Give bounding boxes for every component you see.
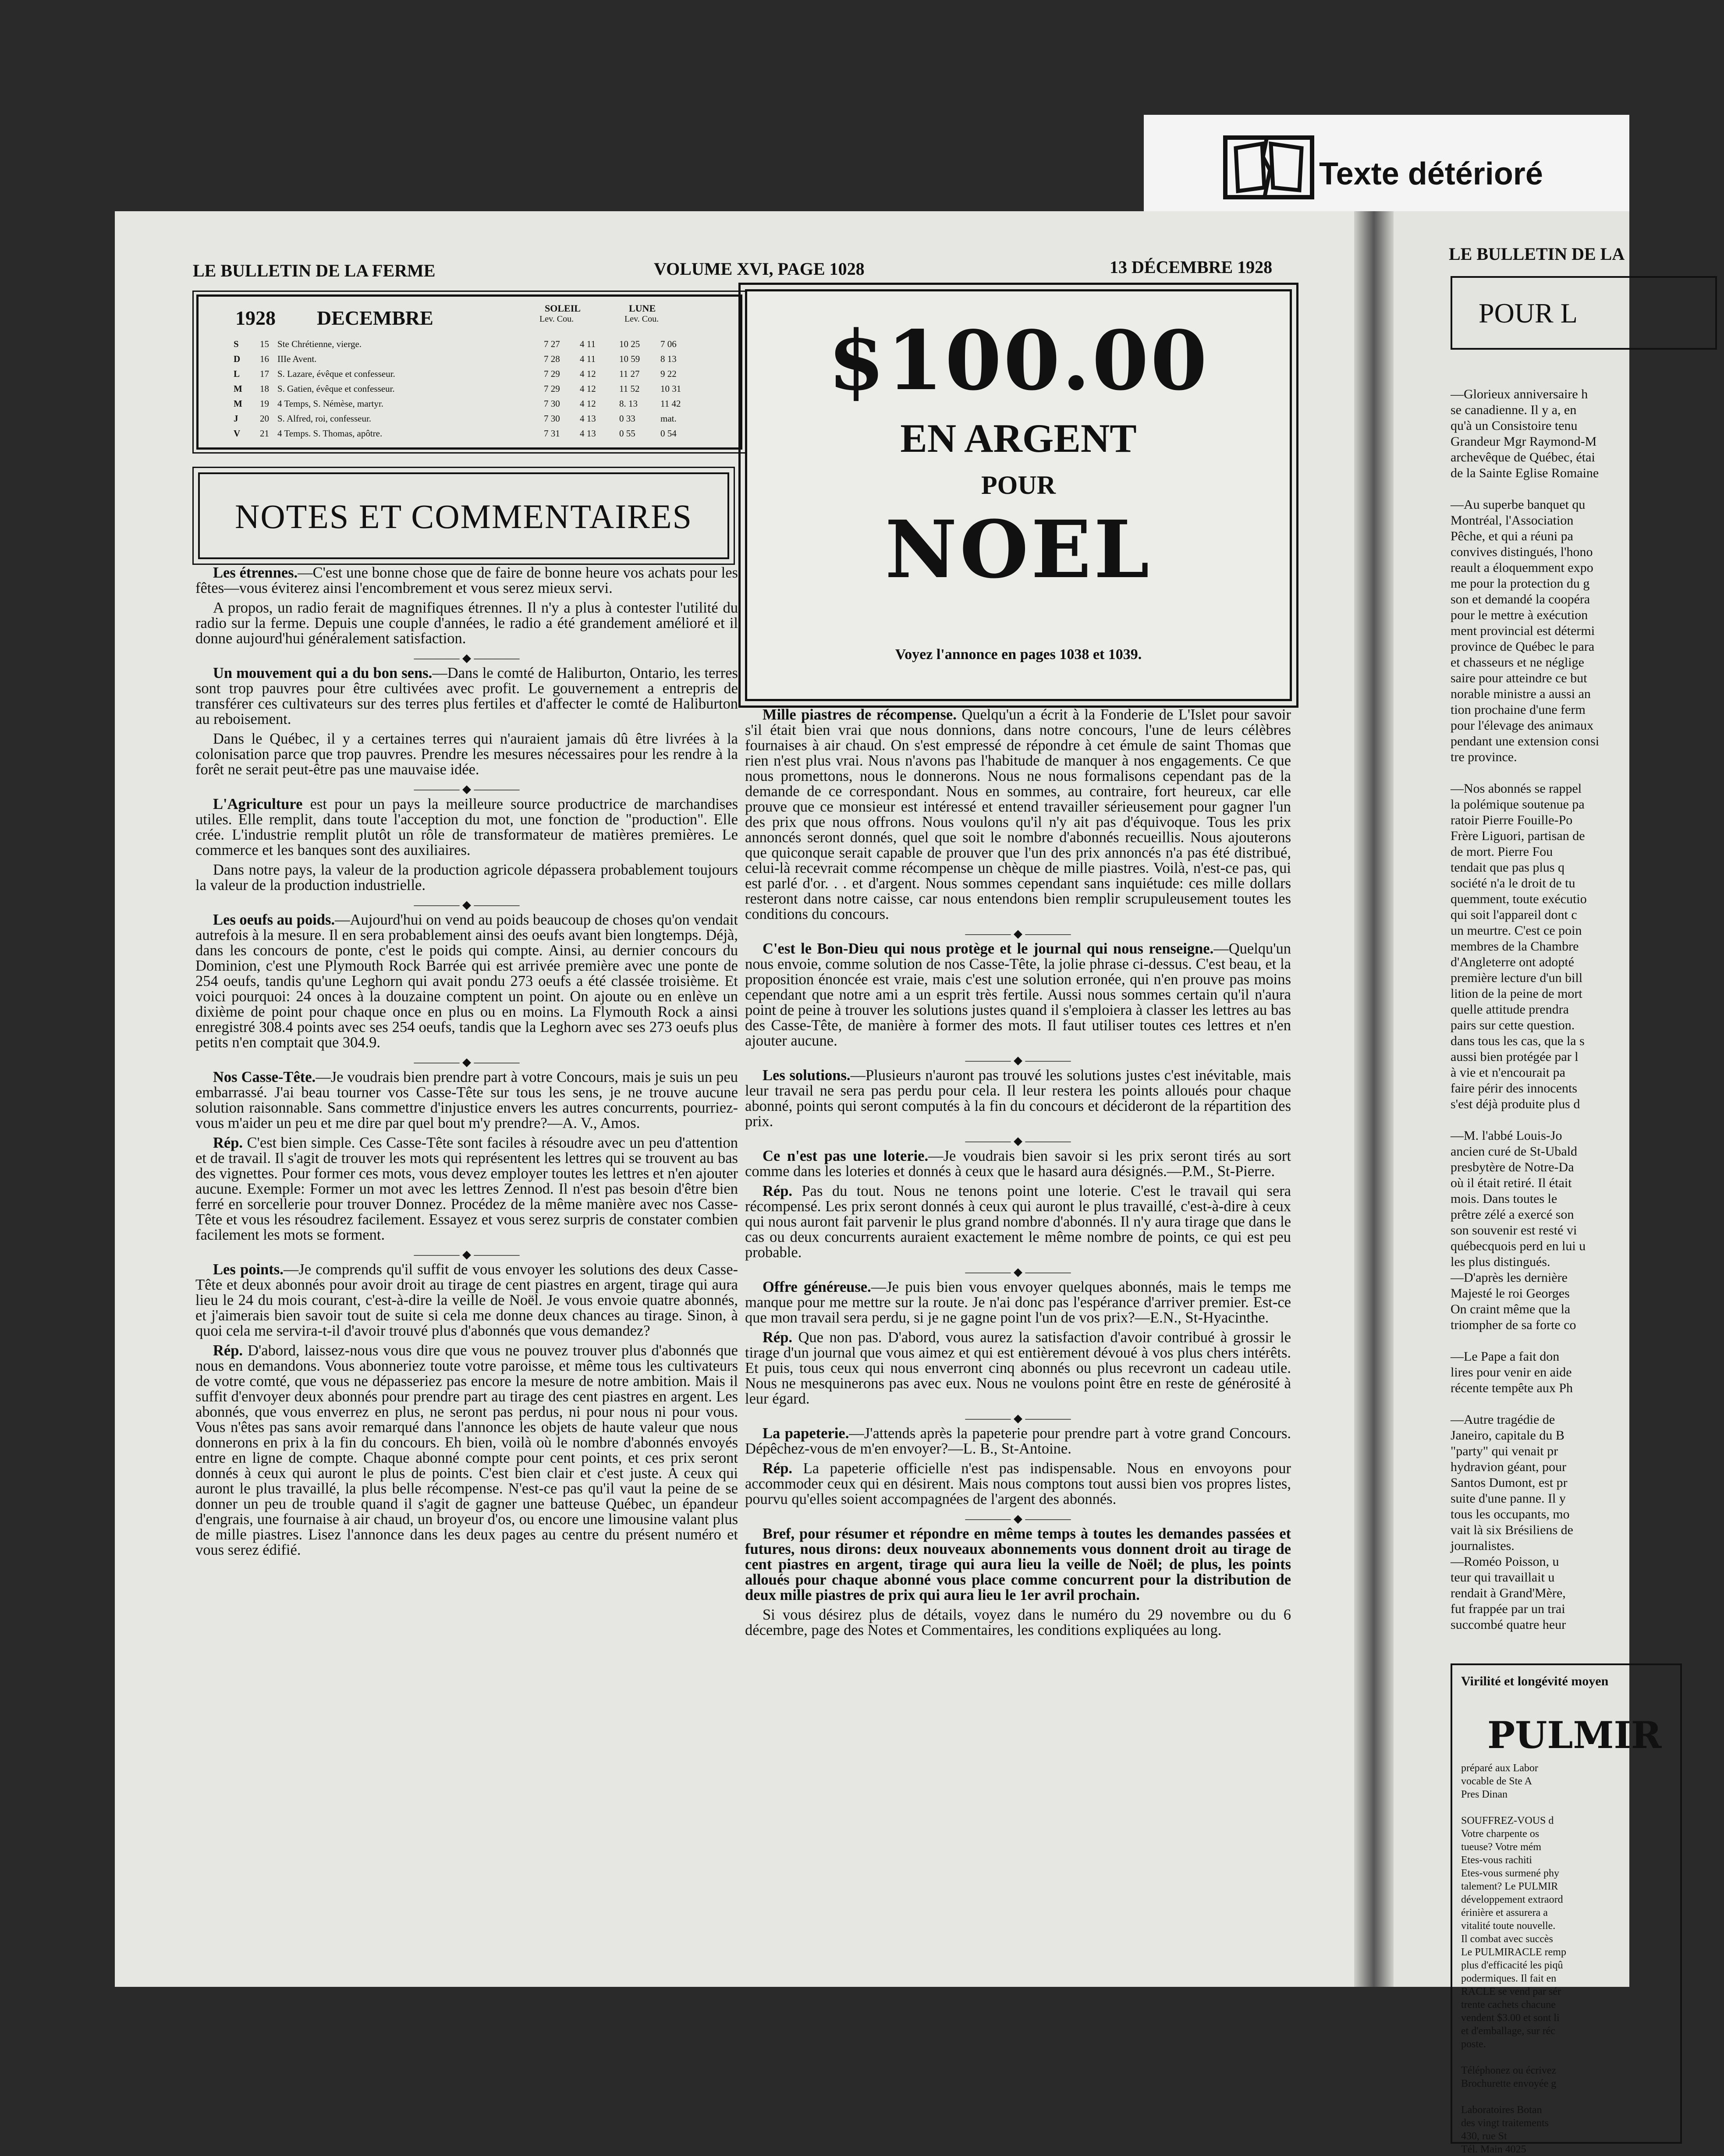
next-page-line: un meurtre. C'est ce poin [1451, 923, 1582, 938]
ad-footer: Voyez l'annonce en pages 1038 et 1039. [895, 646, 1142, 663]
calendar-cell-saint: S. Gatien, évêque et confesseur. [277, 383, 395, 394]
calendar-cell-saint: 4 Temps, S. Némèse, martyr. [277, 398, 383, 409]
pulmiracle-ad-line: Le PULMIRACLE remp [1461, 1947, 1566, 1958]
pulmiracle-ad-line: SOUFFREZ-VOUS d [1461, 1815, 1554, 1826]
ornament-divider: ———— ◆ ———— [965, 1054, 1071, 1067]
next-page-line: journalistes. [1451, 1539, 1515, 1553]
article-body: Dans notre pays, la valeur de la production agricole dépassera probablement toujours la valeur de la production industrielle. [195, 862, 738, 894]
article-paragraph [745, 941, 1291, 1049]
calendar-cell-lr: 8. 13 [619, 398, 638, 409]
calendar-row [234, 413, 729, 428]
next-page-line: les plus distingués. [1451, 1255, 1550, 1269]
article-heading: Rép. [213, 1342, 243, 1359]
next-page-line: presbytère de Notre-Da [1451, 1160, 1574, 1174]
calendar-row [234, 339, 729, 354]
next-page-line: prêtre zélé a exercé son [1451, 1207, 1574, 1222]
next-page-column [1451, 387, 1678, 1633]
ad-line-pour: POUR [981, 471, 1056, 500]
article-heading: Rép. [763, 1183, 793, 1199]
calendar-row [234, 428, 729, 443]
next-page-line: Montréal, l'Association [1451, 513, 1574, 528]
article-paragraph [745, 1526, 1291, 1603]
next-page-line: dans tous les cas, que la s [1451, 1034, 1585, 1048]
article-heading: Rép. [213, 1135, 243, 1151]
calendar-cell-sr: 7 30 [544, 413, 560, 424]
next-page-line: —Roméo Poisson, u [1451, 1554, 1559, 1569]
pulmiracle-ad-line: et d'emballage, sur réc [1461, 2025, 1555, 2037]
pulmiracle-ad-line: Etes-vous surmené phy [1461, 1868, 1559, 1879]
next-page-line: s'est déjà produite plus d [1451, 1097, 1580, 1111]
next-page-line: —Au superbe banquet qu [1451, 497, 1586, 512]
calendar-cell-sc: 4 12 [580, 398, 596, 409]
article-heading: C'est le Bon-Dieu qui nous protège et le journal qui nous renseigne. [763, 940, 1214, 957]
article-paragraph [745, 1607, 1291, 1638]
calendar-cell-day: S [234, 339, 239, 349]
next-page-line: succombé quatre heur [1451, 1617, 1566, 1632]
next-page-line: de la Sainte Eglise Romaine [1451, 466, 1599, 480]
calendar-cell-num: 19 [260, 398, 269, 409]
next-page-line: tendait que pas plus q [1451, 860, 1564, 875]
next-page-line: "party" qui venait pr [1451, 1444, 1558, 1458]
calendar-row [234, 383, 729, 398]
calendar-cell-num: 17 [260, 369, 269, 379]
article-paragraph [745, 1280, 1291, 1326]
next-page-line: —Autre tragédie de [1451, 1412, 1555, 1427]
next-page-line: archevêque de Québec, étai [1451, 450, 1595, 465]
deteriorated-text-label: Texte détérioré [1319, 156, 1543, 191]
article-paragraph [745, 1184, 1291, 1260]
notes-heading-frame [198, 472, 729, 559]
calendar-cell-lr: 10 25 [619, 339, 640, 349]
next-page-line: triompher de sa forte co [1451, 1318, 1576, 1332]
next-page-line: norable ministre a aussi an [1451, 687, 1591, 701]
calendar-lune-heading: LUNE [629, 303, 656, 314]
next-page-line [1451, 481, 1678, 497]
calendar-cell-sc: 4 13 [580, 428, 596, 439]
article-paragraph [745, 1068, 1291, 1129]
article-paragraph [745, 1426, 1291, 1457]
article-body: C'est bien simple. Ces Casse-Tête sont faciles à résoudre avec un peu d'attention et de travail. Il s'agit de trouver les mots qui représentent les lettres qui se trouvent au bas des vignettes. Pour former ces mots, vous devez employer toutes les lettres et n'en ajouter aucune. Exemple: Former un mot avec les lettres Zennod. Il n'est pas besoin d'être bien ferré en sorcellerie pour trouver Donnez. Procédez de la même manière avec nos Casse-Tête et vous les résoudrez facilement. Essayez et vous serez surpris de constater combien facilement les mots se forment. [195, 1135, 738, 1243]
article-body: —Je voudrais bien prendre part à votre Concours, mais je suis un peu embarrassé. J'ai beau tourner vos Casse-Tête sur tous les sens, je ne trouve aucune solution raisonnable. Sans commettre d'injustice envers les autres concurrents, pourriez-vous m'aider un peu et me dire par quel bout m'y prendre?—A. V., Amos. [195, 1069, 738, 1131]
next-page-line: Janeiro, capitale du B [1451, 1428, 1564, 1443]
next-page-line: hydravion géant, pour [1451, 1460, 1567, 1474]
next-page-line: québecquois perd en lui u [1451, 1239, 1586, 1253]
pulmiracle-ad-line: 430, rue St [1461, 2131, 1507, 2142]
calendar-row [234, 354, 729, 369]
ad-amount: $100.00 [828, 312, 1209, 408]
article-heading: Rép. [763, 1460, 793, 1477]
pulmiracle-ad-line: des vingt traitements [1461, 2117, 1549, 2129]
calendar-cell-num: 16 [260, 354, 269, 364]
pulmiracle-ad-line: Pres Dinan [1461, 1789, 1508, 1800]
next-page-line: la polémique soutenue pa [1451, 797, 1585, 812]
article-heading: Les solutions. [763, 1067, 851, 1084]
article-paragraph [195, 565, 738, 596]
pulmiracle-ad-line: Brochurette envoyée g [1461, 2078, 1557, 2089]
next-page-line: vait là six Brésiliens de [1451, 1523, 1573, 1537]
calendar-lune-columns: Lev. Cou. [624, 314, 659, 324]
article-body: —Quelqu'un nous envoie, comme solution de nos Casse-Tête, la jolie phrase ci-dessus. C'est beau, et la proposition énoncée est vraie, mais c'est une solution erronée, qui n'en prouve pas moins cependant que notre ami a un esprit très fertile. Aussi nous sommes certain qu'il n'aura point de peine à trouver les solutions justes quand il s'emploiera à classer les lettres au bas des Casse-Tête, de manière à former des mots. Il faut utiliser toutes ces lettres et n'en ajouter aucune. [745, 940, 1291, 1049]
ornament-divider: ———— ◆ ———— [965, 927, 1071, 940]
article-heading: Un mouvement qui a du bon sens. [213, 665, 433, 681]
newspaper-page [115, 211, 1365, 1987]
next-page-line: fut frappée par un trai [1451, 1602, 1565, 1616]
article-heading: Nos Casse-Tête. [213, 1069, 316, 1085]
ornament-divider: ———— ◆ ———— [414, 783, 520, 795]
calendar-cell-num: 18 [260, 383, 269, 394]
pulmiracle-ad-line: podermiques. Il fait en [1461, 1973, 1557, 1984]
article-body: Que non pas. D'abord, vous aurez la satisfaction d'avoir contribué à grossir le tirage d'un journal que vous aimez et qui est entièrement dévoué à vos plus chers intérêts. Et puis, tous ceux qui nous enverront cinq abonnés ou plus recevront un cadeau utile. Nous ne mesquinerons pas avec eux. Nous ne voulons point être en reste de générosité à leur égard. [745, 1329, 1291, 1407]
article-body: Pas du tout. Nous ne tenons point une loterie. C'est le travail qui sera récompensé. Les prix seront donnés à ceux qui auront le plus travaillé, c'est-à-dire à ceux qui nous auront fait parvenir le plus grand nombre d'abonnés. Il n'y aura tirage que dans le cas ou deux concurrents auraient exactement le même nombre de points, ce qui est peu probable. [745, 1183, 1291, 1261]
next-page-line: Santos Dumont, est pr [1451, 1475, 1568, 1490]
next-page-line: province de Québec le para [1451, 639, 1595, 654]
next-page-line: ancien curé de St-Ubald [1451, 1144, 1578, 1159]
pulmiracle-ad-line: développement extraord [1461, 1894, 1563, 1905]
article-paragraph [195, 1343, 738, 1558]
calendar-cell-day: D [234, 354, 241, 364]
next-page-line [1451, 1333, 1678, 1349]
next-page-line: d'Angleterre ont adopté [1451, 955, 1574, 969]
pulmiracle-ad-line [1461, 2090, 1724, 2103]
article-body: —J'attends après la papeterie pour prendre part à votre grand Concours. Dépêchez-vous de m'en envoyer?—L. B., St-Antoine. [745, 1425, 1291, 1457]
calendar-cell-saint: S. Lazare, évêque et confesseur. [277, 369, 395, 379]
next-page-line: tous les occupants, mo [1451, 1507, 1570, 1521]
article-body: —Aujourd'hui on vend au poids beaucoup de choses qu'on vendait autrefois à la mesure. Il en sera probablement ainsi des oeufs avant bien longtemps. Déjà, dans les concours de ponte, c'est le poids qui compte. Ainsi, au dernier concours du Dominion, c'est une Plymouth Rock Barrée qui est arrivée première avec une ponte de 254 oeufs, tandis qu'une Leghorn qui avait pondu 273 oeufs a été classée troisième. Et voici pourquoi: 24 onces à la douzaine comptent un point. On ajoute ou en enlève un dixième de point pour chaque once en plus ou en moins. La Flymouth Rock a ainsi enregistré 308.4 points avec ses 254 oeufs, tandis que la Leghorn avec ses 273 oeufs plus petits n'en comptait que 304.9. [195, 911, 738, 1051]
calendar-soleil-heading: SOLEIL [545, 303, 581, 314]
next-page-line: faire périr des innocents [1451, 1081, 1578, 1096]
ornament-divider: ———— ◆ ———— [414, 652, 520, 664]
calendar-cell-num: 15 [260, 339, 269, 349]
article-paragraph [195, 912, 738, 1050]
next-page-line: tion prochaine d'une ferm [1451, 702, 1586, 717]
torn-page-icon [1223, 135, 1315, 200]
next-page-line: —D'après les dernière [1451, 1270, 1568, 1285]
pulmiracle-ad-line: Etes-vous rachiti [1461, 1855, 1532, 1866]
article-heading: Les points. [213, 1261, 284, 1278]
next-page-line: —Le Pape a fait don [1451, 1349, 1560, 1364]
next-page-line: lition de la peine de mort [1451, 986, 1582, 1001]
next-page-line: pour le mettre à exécution [1451, 608, 1588, 622]
next-page-line: où il était retiré. Il était [1451, 1176, 1572, 1190]
article-heading: Mille piastres de récompense. [763, 706, 957, 723]
article-heading: Bref, pour résumer et répondre en même temps à toutes les demandes passées et futures, nous dirons: deux nouveaux abonnements vous donnent droit au tirage de cent piastres en argent, tirage qui aura lieu la veille de Noël; de plus, les points alloués pour chaque abonné vous place comme concurrent pour la distribution de deux mille piastres de prix qui aura lieu le 1er avril prochain. [745, 1525, 1291, 1603]
article-paragraph [195, 600, 738, 646]
next-page-line: —M. l'abbé Louis-Jo [1451, 1128, 1562, 1143]
calendar-cell-sr: 7 29 [544, 383, 560, 394]
next-page-line: son et demandé la coopéra [1451, 592, 1590, 606]
calendar-cell-sr: 7 27 [544, 339, 560, 349]
article-paragraph [195, 1070, 738, 1131]
next-page-line: de mort. Pierre Fou [1451, 844, 1553, 859]
article-body: —Je voudrais bien savoir si les prix seront tirés au sort comme dans les loteries et donnés à ceux que le hasard aura désignés.—P.M., St-Pierre. [745, 1148, 1291, 1180]
article-heading: L'Agriculture [213, 796, 303, 812]
calendar-cell-sc: 4 12 [580, 369, 596, 379]
calendar-cell-lr: 0 55 [619, 428, 635, 439]
calendar-cell-day: J [234, 413, 238, 424]
article-heading: La papeterie. [763, 1425, 849, 1442]
next-page-line: reault a éloquemment expo [1451, 560, 1593, 575]
next-page-line [1451, 1396, 1678, 1412]
calendar-cell-num: 20 [260, 413, 269, 424]
article-paragraph [195, 666, 738, 727]
article-paragraph [745, 707, 1291, 922]
pulmiracle-ad-line: trente cachets chacune [1461, 1999, 1556, 2011]
article-paragraph [745, 1149, 1291, 1179]
ornament-divider: ———— ◆ ———— [965, 1135, 1071, 1147]
ornament-divider: ———— ◆ ———— [414, 1248, 520, 1261]
next-page-line: pairs sur cette question. [1451, 1018, 1575, 1032]
article-body: Si vous désirez plus de détails, voyez dans le numéro du 29 novembre ou du 6 décembre, page des Notes et Commentaires, les conditions expliquées au long. [745, 1606, 1291, 1638]
ad-line-en-argent: EN ARGENT [900, 416, 1137, 461]
article-body: —Je comprends qu'il suffit de vous envoyer les solutions des deux Casse-Tête et deux abonnés pour avoir droit au tirage de cent piastres en argent, tirage qui aura lieu le 24 du mois courant, c'est-à-dire la veille de Noël. Je vous envoie quatre abonnés, et j'aimerais bien savoir tout de suite si cela me donne deux chances au tirage. Sinon, à quoi cela me servira-t-il d'avoir trouvé plus d'abonnés que vous demandez? [195, 1261, 738, 1339]
calendar-cell-sr: 7 28 [544, 354, 560, 364]
prize-advertisement [745, 289, 1292, 701]
article-body: —Je puis bien vous envoyer quelques abonnés, mais le temps me manque pour me mettre sur la route. Je n'ai donc pas l'espérance d'arriver premier. Est-ce que mon travail sera perdu, si je ne gagne point l'un de vos prix?—E.N., St-Hyacinthe. [745, 1279, 1291, 1326]
calendar-cell-lc: 11 42 [660, 398, 681, 409]
notes-title: NOTES ET COMMENTAIRES [234, 497, 692, 535]
calendar-cell-sr: 7 29 [544, 369, 560, 379]
next-page-line: teur qui travaillait u [1451, 1570, 1555, 1585]
calendar-cell-lc: 8 13 [660, 354, 677, 364]
next-page-line: pendant une extension consi [1451, 734, 1600, 748]
calendar-cell-sc: 4 11 [580, 354, 596, 364]
calendar-cell-sc: 4 13 [580, 413, 596, 424]
article-paragraph [745, 1461, 1291, 1507]
article-paragraph [745, 1330, 1291, 1407]
calendar-row [234, 369, 729, 383]
pulmiracle-ad-line: Votre charpente os [1461, 1828, 1540, 1840]
calendar-cell-sr: 7 31 [544, 428, 560, 439]
next-page-line: convives distingués, l'hono [1451, 545, 1593, 559]
article-paragraph [195, 797, 738, 858]
calendar-cell-day: V [234, 428, 241, 439]
calendar-cell-lr: 10 59 [619, 354, 640, 364]
calendar-cell-sc: 4 12 [580, 383, 596, 394]
next-page-line: à vie et n'encourait pa [1451, 1065, 1565, 1080]
calendar-box [196, 294, 742, 450]
next-page-heading-frame [1451, 276, 1717, 350]
pulmiracle-ad-heading: Virilité et longévité moyen [1461, 1674, 1609, 1688]
pulmiracle-ad-line: tueuse? Votre mém [1461, 1841, 1542, 1853]
next-page-line: première lecture d'un bill [1451, 971, 1583, 985]
ornament-divider: ———— ◆ ———— [965, 1412, 1071, 1425]
page-fold [1354, 211, 1394, 1987]
next-page-line: membres de la Chambre [1451, 939, 1579, 954]
next-page-line: —Nos abonnés se rappel [1451, 781, 1582, 796]
pulmiracle-ad-line [1461, 1801, 1724, 1814]
article-heading: Offre généreuse. [763, 1279, 871, 1295]
calendar-cell-lr: 0 33 [619, 413, 635, 424]
pulmiracle-ad-line: poste. [1461, 2039, 1486, 2050]
next-page-line: qu'à un Consistoire tenu [1451, 418, 1578, 433]
ornament-divider: ———— ◆ ———— [414, 898, 520, 911]
article-paragraph [195, 1262, 738, 1339]
article-heading: Ce n'est pas une loterie. [763, 1148, 929, 1164]
calendar-cell-day: M [234, 398, 242, 409]
article-body: D'abord, laissez-nous vous dire que vous ne pouvez trouver plus d'abonnés que nous en demandons. Vous abonneriez toute votre paroisse, et même tous les cultivateurs de votre comté, que vous ne dépasseriez pas encore la mesure de notre ambition. Mais il suffit d'envoyer deux abonnés pour prendre part au tirage des cent piastres en argent. Les abonnés, que vous enverrez en plus, ne seront pas perdus, ni pour nous ni pour vous. Vous n'êtes pas sans avoir remarqué dans l'annonce les objets de haute valeur que nous donnerons en prix à la fin du concours. Eh bien, voilà où le nombre d'abonnés envoyés entre en ligne de compte. Chaque abonné compte pour cent points, et ces prix seront donnés à ceux qui auront le plus de points. C'est bien clair et c'est juste. A ceux qui auront le plus travaillé, la plus belle récompense. N'est-ce pas qu'il vaut la peine de se donner un peu de trouble quand il s'agit de gagner une batteuse Québec, un épandeur d'engrais, une fournaise à air chaud, un broyeur d'os, ou encore une limousine valant plus de mille piastres. Lisez l'annonce dans les deux pages au centre du présent numéro et vous serez édifié. [195, 1342, 738, 1558]
next-page-line: quelle attitude prendra [1451, 1002, 1569, 1017]
next-page-heading: POUR L [1479, 298, 1578, 329]
article-heading: Les oeufs au poids. [213, 911, 335, 928]
next-page-header: LE BULLETIN DE LA [1449, 244, 1625, 264]
pulmiracle-ad-line: Il combat avec succès [1461, 1933, 1553, 1945]
next-page-line: ment provincial est détermi [1451, 624, 1595, 638]
pulmiracle-ad-line: vocable de Ste A [1461, 1776, 1532, 1787]
article-body: —Dans le comté de Haliburton, Ontario, les terres sont trop pauvres pour être cultivées avec profit. Le gouvernement a entrepris de transférer ces cultivateurs sur des terres plus fertiles et d'affecter le comté de Haliburton au reboisement. [195, 665, 738, 727]
next-page-line: rendait à Grand'Mère, [1451, 1586, 1566, 1600]
next-page-line: ratoir Pierre Fouille-Po [1451, 813, 1573, 827]
next-page-line: —Glorieux anniversaire h [1451, 387, 1588, 401]
pulmiracle-ad-line: érinière et assurera a [1461, 1907, 1548, 1918]
pulmiracle-ad-line: vitalité toute nouvelle. [1461, 1920, 1556, 1932]
pulmiracle-ad-line: Téléphonez ou écrivez [1461, 2065, 1557, 2076]
calendar-cell-lc: 7 06 [660, 339, 677, 349]
calendar-cell-lc: 9 22 [660, 369, 677, 379]
article-body: La papeterie officielle n'est pas indispensable. Nous en envoyons pour accommoder ceux qui en désirent. Mais nous comptons tout aussi bien vos propres listes, pourvu qu'elles soient accompagnées de l'argent des abonnés. [745, 1460, 1291, 1507]
next-page-line [1451, 1112, 1678, 1128]
pulmiracle-advertisement [1451, 1663, 1682, 2155]
article-paragraph [195, 862, 738, 893]
pulmiracle-ad-line: plus d'efficacité les piqû [1461, 1960, 1563, 1971]
next-page-line: société n'a le droit de tu [1451, 876, 1575, 890]
next-page-line: et chasseurs et ne néglige [1451, 655, 1584, 670]
calendar-cell-lc: 10 31 [660, 383, 681, 394]
next-page-line: Pêche, et qui a réuni pa [1451, 529, 1573, 543]
calendar-cell-saint: S. Alfred, roi, confesseur. [277, 413, 372, 424]
article-body: Dans le Québec, il y a certaines terres qui n'auraient jamais dû être livrées à la colonisation parce que trop pauvres. Prendre les mesures nécessaires pour les rendre à la forêt ne serait peut-être pas une mauvaise idée. [195, 730, 738, 778]
article-body: est pour un pays la meilleure source productrice de marchandises utiles. Elle remplit, dans toute l'acception du mot, une fonction de "production". Elle crée. L'industrie remplit plutôt un rôle de transformateur de matières premières. Le commerce et les banques sont des auxiliaires. [195, 796, 738, 858]
next-page-line: On craint même que la [1451, 1302, 1571, 1316]
next-page-line: mois. Dans toutes le [1451, 1191, 1557, 1206]
pulmiracle-ad-line: talement? Le PULMIR [1461, 1881, 1558, 1892]
calendar-soleil-columns: Lev. Cou. [539, 314, 574, 324]
next-page-line: qui soit l'appareil dont c [1451, 908, 1577, 922]
next-page-line: récente tempête aux Ph [1451, 1381, 1573, 1395]
next-page-line: aussi bien protégée par l [1451, 1050, 1579, 1064]
pulmiracle-ad-line: vendent $3.00 et sont li [1461, 2012, 1560, 2024]
header-date: 13 DÉCEMBRE 1928 [1110, 257, 1273, 277]
pulmiracle-ad-body [1461, 1762, 1724, 2156]
calendar-year: 1928 [235, 307, 276, 329]
calendar-cell-lr: 11 27 [619, 369, 640, 379]
ornament-divider: ———— ◆ ———— [965, 1266, 1071, 1278]
article-body: A propos, un radio ferait de magnifiques étrennes. Il n'y a plus à contester l'utilité du radio sur la ferme. Depuis une couple d'années, le radio a été grandement amélioré et il donne aujourd'hui généralement satisfaction. [195, 599, 738, 647]
ad-line-noel: NOEL [885, 504, 1152, 596]
header-publication: LE BULLETIN DE LA FERME [193, 261, 436, 280]
next-page-line: quemment, toute exécutio [1451, 892, 1587, 906]
next-page-line: pour l'élevage des animaux [1451, 718, 1594, 733]
left-column-text [195, 565, 738, 1562]
calendar-cell-saint: IIIe Avent. [277, 354, 317, 364]
header-volume-page: VOLUME XVI, PAGE 1028 [654, 259, 865, 279]
calendar-cell-lr: 11 52 [619, 383, 640, 394]
article-body: —Plusieurs n'auront pas trouvé les solutions justes c'est inévitable, mais leur travail ne sera pas perdu pour cela. Il leur restera les points alloués pour chaque abonné, points qui seront computés à la fin du concours et décideront de la répartition des prix. [745, 1067, 1291, 1130]
next-page-line: me pour la protection du g [1451, 576, 1590, 591]
middle-column-text [745, 707, 1291, 1642]
calendar-cell-day: M [234, 383, 242, 394]
ornament-divider: ———— ◆ ———— [965, 1512, 1071, 1525]
calendar-cell-day: L [234, 369, 240, 379]
calendar-cell-sc: 4 11 [580, 339, 596, 349]
calendar-cell-sr: 7 30 [544, 398, 560, 409]
calendar-month: DECEMBRE [317, 307, 433, 329]
next-page-line: Frère Liguori, partisan de [1451, 829, 1585, 843]
pulmiracle-ad-line: RACLE se vend par sér [1461, 1986, 1561, 1997]
pulmiracle-ad-brand: PULMIR [1487, 1713, 1662, 1757]
next-page-line [1451, 765, 1678, 781]
next-page-line: Majesté le roi Georges [1451, 1286, 1570, 1301]
calendar-row [234, 398, 729, 413]
pulmiracle-ad-line: Laboratoires Botan [1461, 2104, 1542, 2116]
pulmiracle-ad-line [1461, 2051, 1724, 2064]
article-body: Quelqu'un a écrit à la Fonderie de L'Islet pour savoir s'il était bien vrai que nous donnions, dans notre concours, l'une de leurs célèbres fournaises à air chaud. On s'est empressé de répondre à cet émule de saint Thomas que rien n'est plus vrai. Nous n'avons pas l'habitude de manquer à nos engagements. Ce que nous promettons, nous le donnerons. Nous ne nous formalisons cependant pas de la demande de ce correspondant. Nous en sommes, au contraire, fort heureux, car elle prouve que ce monsieur est intéressé et entend travailler sérieusement pour gagner l'un des prix que nous offrons. Nous voulons qu'il n'y ait pas d'équivoque. Tous les prix annoncés seront donnés, quel que soit le nombre d'abonnés recueillis. Nous ajouterons que quiconque serait capable de prouver que l'un des prix annoncés n'a pas été distribué, celui-là recevrait comme récompense un chèque de mille piastres. Voilà, n'est-ce pas, qui est parlé d'or. . . et d'argent. Nous sommes cependant sans inquiétude: ces mille dollars resteront dans notre caisse, car nous entendons bien remplir scrupuleusement toutes les conditions du concours. [745, 706, 1291, 922]
article-body: —C'est une bonne chose que de faire de bonne heure vos achats pour les fêtes—vous éviterez ainsi l'encombrement et vous serez mieux servi. [195, 564, 738, 596]
next-page-line: lires pour venir en aide [1451, 1365, 1572, 1379]
article-heading: Les étrennes. [213, 564, 298, 581]
calendar-cell-lc: 0 54 [660, 428, 677, 439]
article-paragraph [195, 1135, 738, 1243]
next-page-line: suite d'une panne. Il y [1451, 1491, 1566, 1506]
pulmiracle-ad-line: Tél. Main 4025 [1461, 2144, 1526, 2155]
calendar-cell-num: 21 [260, 428, 269, 439]
next-page-line: saire pour atteindre ce but [1451, 671, 1587, 685]
next-page-line: son souvenir est resté vi [1451, 1223, 1577, 1238]
ornament-divider: ———— ◆ ———— [414, 1056, 520, 1068]
next-page-line: tre province. [1451, 750, 1517, 764]
calendar-cell-saint: Ste Chrétienne, vierge. [277, 339, 362, 349]
next-page-fragment [1394, 211, 1662, 2155]
pulmiracle-ad-line: préparé aux Labor [1461, 1762, 1538, 1774]
calendar-cell-lc: mat. [660, 413, 677, 424]
next-page-line: Grandeur Mgr Raymond-M [1451, 434, 1597, 449]
next-page-line: se canadienne. Il y a, en [1451, 403, 1577, 417]
article-heading: Rép. [763, 1329, 793, 1346]
article-paragraph [195, 731, 738, 777]
calendar-cell-saint: 4 Temps. S. Thomas, apôtre. [277, 428, 383, 439]
